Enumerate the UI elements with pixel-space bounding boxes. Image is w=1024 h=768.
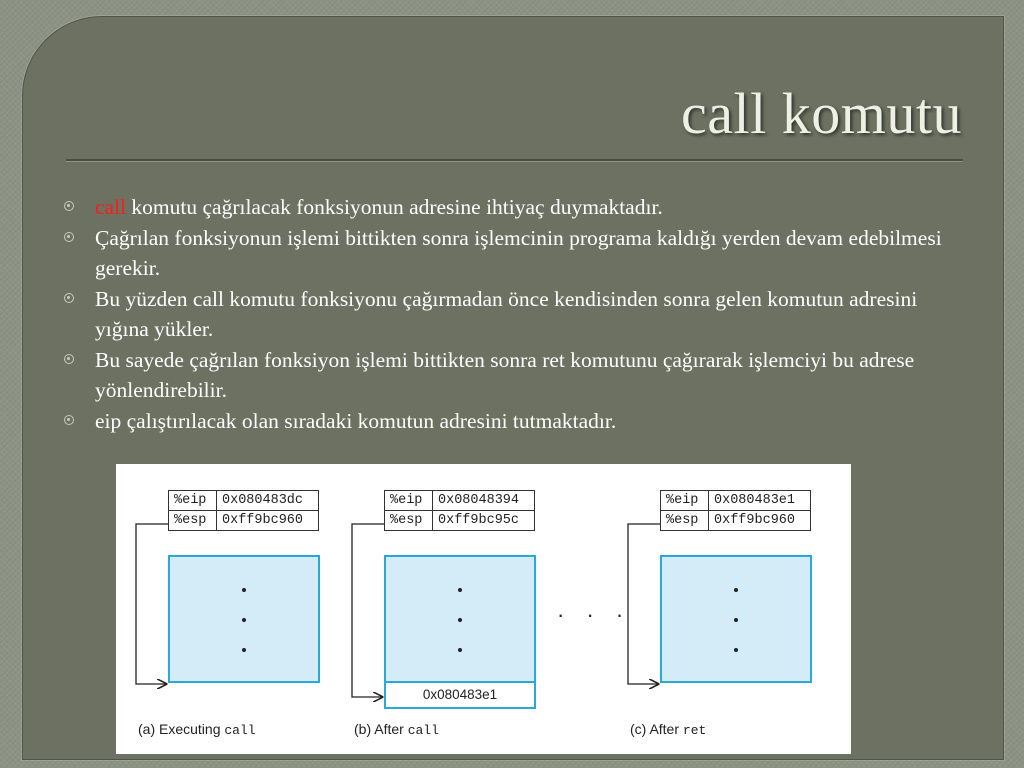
circled-dot-icon xyxy=(64,293,74,303)
stack-dot xyxy=(458,588,462,592)
circled-dot-icon xyxy=(64,415,74,425)
bullet-text: Çağrılan fonksiyonun işlemi bittikten sonra işlemcinin programa kaldığı yerden devam edebilmesi gerekir. xyxy=(95,225,942,280)
ellipsis: · · · xyxy=(557,602,632,627)
call-stack-figure xyxy=(116,464,851,754)
caption-c: (c) After ret xyxy=(630,721,707,738)
esp-arrow-b xyxy=(352,524,384,697)
bullet-keyword: call xyxy=(95,195,127,219)
stack-dot xyxy=(242,648,246,652)
stack-dot xyxy=(734,618,738,622)
stack-box-c xyxy=(660,555,812,683)
bullet-item xyxy=(64,406,954,437)
esp-arrow-c xyxy=(628,524,660,684)
stack-dot xyxy=(458,648,462,652)
eip-value: 0x080483dc xyxy=(217,491,319,511)
stack-dot xyxy=(734,588,738,592)
stack-dot xyxy=(242,588,246,592)
circled-dot-icon xyxy=(64,354,74,364)
bullet-text: eip çalıştırılacak olan sıradaki komutun adresini tutmaktadır. xyxy=(95,408,617,433)
register-table-b xyxy=(384,490,535,531)
esp-value: 0xff9bc960 xyxy=(709,511,811,531)
eip-value: 0x08048394 xyxy=(433,491,535,511)
stack-box-b xyxy=(384,555,536,683)
eip-value: 0x080483e1 xyxy=(709,491,811,511)
bullet-text: Bu sayede çağrılan fonksiyon işlemi bittikten sonra ret komutunu çağırarak işlemciyi bu adrese yönlendirebilir. xyxy=(95,347,915,402)
bullet-list xyxy=(64,192,954,436)
bullet-item xyxy=(64,192,954,223)
eip-label: %eip xyxy=(385,491,433,511)
title-divider xyxy=(66,159,963,162)
slide-title: call komutu xyxy=(681,81,962,146)
bullet-item xyxy=(64,345,954,406)
esp-label: %esp xyxy=(385,511,433,531)
esp-value: 0xff9bc960 xyxy=(217,511,319,531)
stack-dot xyxy=(458,618,462,622)
caption-a: (a) Executing call xyxy=(138,721,256,738)
register-table-a xyxy=(168,490,319,531)
esp-label: %esp xyxy=(169,511,217,531)
eip-label: %eip xyxy=(661,491,709,511)
esp-arrow-a xyxy=(136,524,168,684)
eip-label: %eip xyxy=(169,491,217,511)
bullet-text: Bu yüzden call komutu fonksiyonu çağırmadan önce kendisinden sonra gelen komutun adresini yığına yükler. xyxy=(95,286,918,341)
bullet-item xyxy=(64,223,954,284)
register-table-c xyxy=(660,490,811,531)
bullet-text: komutu çağrılacak fonksiyonun adresine ihtiyaç duymaktadır. xyxy=(126,195,663,219)
bullet-item xyxy=(64,284,954,345)
stack-dot xyxy=(242,618,246,622)
caption-b: (b) After call xyxy=(354,721,439,738)
esp-label: %esp xyxy=(661,511,709,531)
stack-dot xyxy=(734,648,738,652)
esp-value: 0xff9bc95c xyxy=(433,511,535,531)
circled-dot-icon xyxy=(64,201,74,211)
pushed-return-address: 0x080483e1 xyxy=(384,683,536,709)
circled-dot-icon xyxy=(64,232,74,242)
stack-box-a xyxy=(168,555,320,683)
